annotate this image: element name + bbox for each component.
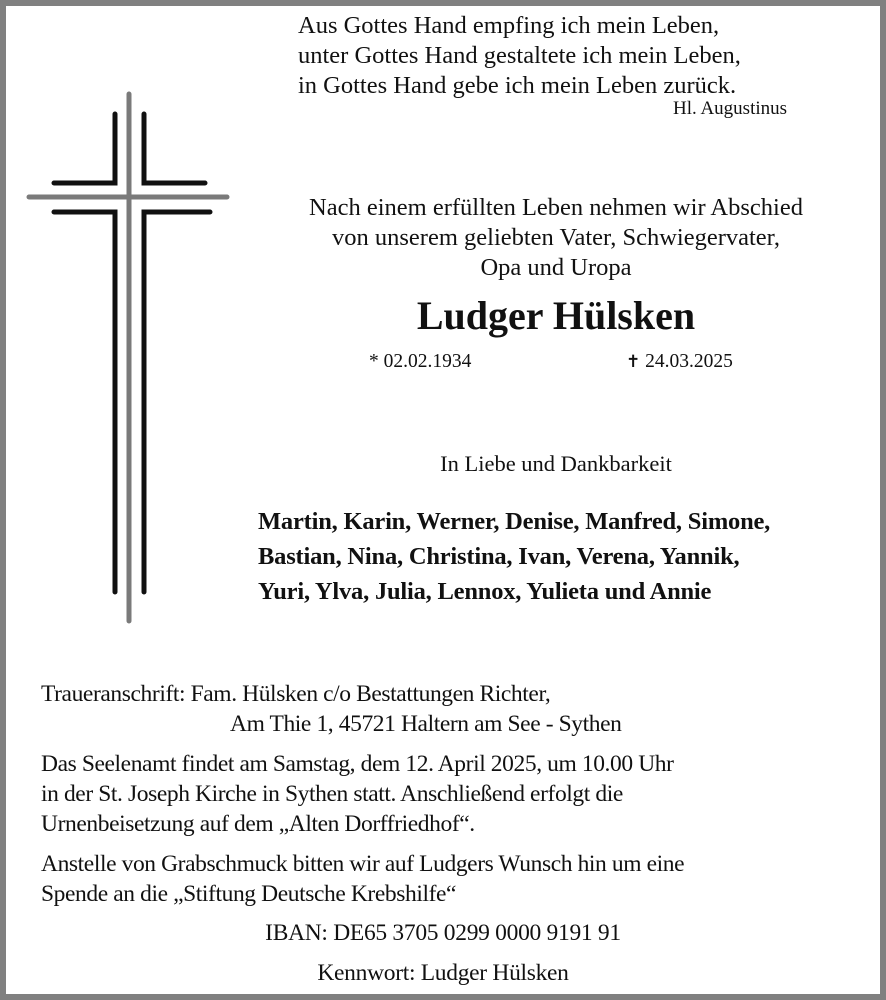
mourners-list	[258, 504, 770, 609]
quote-line: in Gottes Hand gebe ich mein Leben zurück.	[298, 72, 737, 99]
mourning-address-line2: Am Thie 1, 45721 Haltern am See - Sythen	[230, 711, 622, 737]
intro-line: Opa und Uropa	[480, 254, 632, 281]
quote-line: Aus Gottes Hand empfing ich mein Leben,	[298, 12, 720, 39]
donation-info	[41, 849, 684, 909]
iban: IBAN: DE65 3705 0299 0000 9191 91	[265, 920, 621, 946]
quote-line: unter Gottes Hand gestaltete ich mein Leben,	[298, 42, 741, 69]
birth-date: * 02.02.1934	[369, 351, 472, 372]
mourners-intro: In Liebe und Dankbarkeit	[440, 451, 672, 476]
bible-quote	[298, 11, 741, 101]
quote-author: Hl. Augustinus	[673, 98, 788, 119]
cross-icon	[6, 6, 246, 646]
service-line: in der St. Joseph Kirche in Sythen statt. Anschließend erfolgt die	[41, 781, 623, 807]
obituary-notice	[6, 6, 880, 994]
service-line: Urnenbeisetzung auf dem „Alten Dorffriedhof“.	[41, 811, 475, 837]
donation-line: Spende an die „Stiftung Deutsche Krebshilfe“	[41, 881, 457, 907]
mourners-line: Martin, Karin, Werner, Denise, Manfred, Simone,	[258, 508, 771, 535]
death-date: 24.03.2025	[645, 351, 733, 372]
death-cross-icon: ✝	[626, 352, 641, 372]
intro-line: Nach einem erfüllten Leben nehmen wir Abschied	[309, 194, 803, 221]
donation-keyword: Kennwort: Ludger Hülsken	[317, 960, 569, 986]
deceased-name: Ludger Hülsken	[416, 293, 696, 338]
service-line: Das Seelenamt findet am Samstag, dem 12. April 2025, um 10.00 Uhr	[41, 751, 674, 777]
mourners-line: Bastian, Nina, Christina, Ivan, Verena, Yannik,	[258, 543, 740, 570]
mourning-address-line1: Traueranschrift: Fam. Hülsken c/o Bestattungen Richter,	[41, 681, 551, 707]
intro-line: von unserem geliebten Vater, Schwiegervater,	[332, 224, 780, 251]
death-date-block	[626, 350, 733, 374]
mourners-line: Yuri, Ylva, Julia, Lennox, Yulieta und Annie	[258, 578, 712, 605]
intro-text	[256, 193, 856, 283]
donation-line: Anstelle von Grabschmuck bitten wir auf Ludgers Wunsch hin um eine	[41, 851, 685, 877]
service-info	[41, 749, 674, 839]
